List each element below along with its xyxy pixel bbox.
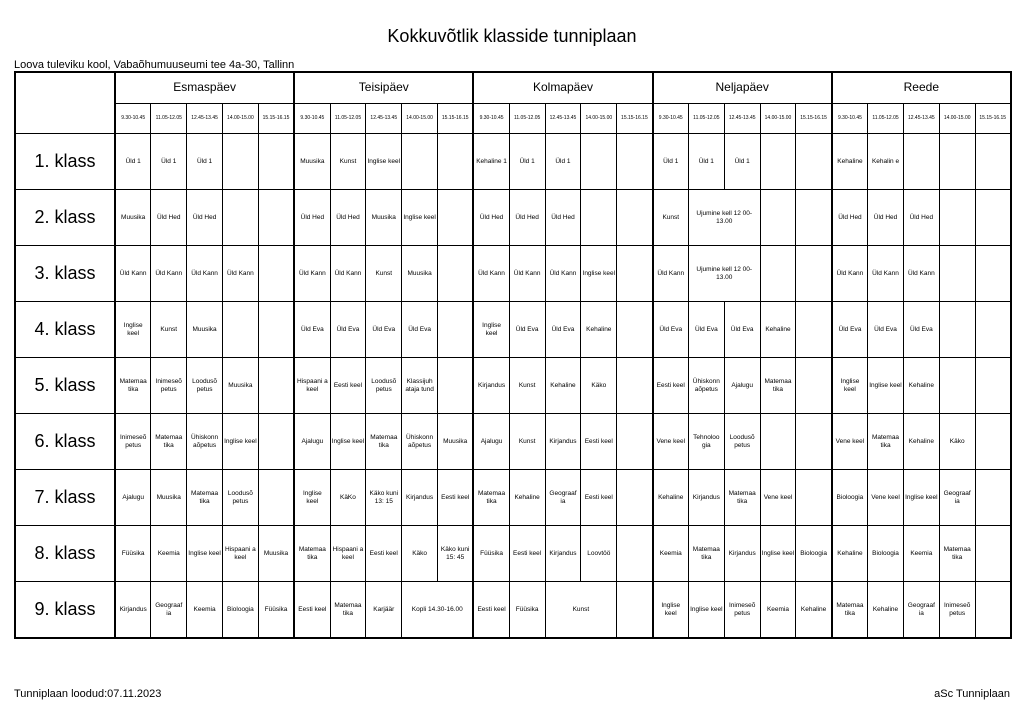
- lesson-cell: Inglise keel: [294, 470, 330, 526]
- lesson-cell: [438, 358, 474, 414]
- lesson-cell: Üld 1: [187, 134, 223, 190]
- lesson-cell: Ajalugu: [115, 470, 151, 526]
- lesson-cell: Keemia: [151, 526, 187, 582]
- lesson-cell: Füüsika: [473, 526, 509, 582]
- lesson-cell: Ühiskonn aõpetus: [688, 358, 724, 414]
- lesson-cell: Eesti keel: [366, 526, 402, 582]
- lesson-cell: Üld Eva: [868, 302, 904, 358]
- class-row: [15, 526, 1011, 582]
- time-slot-header: 9.30-10.45: [653, 104, 689, 134]
- time-slot-header: 14.00-15.00: [581, 104, 617, 134]
- lesson-cell: [617, 470, 653, 526]
- class-name: 4. klass: [15, 302, 115, 358]
- lesson-cell: Matemaa tika: [330, 582, 366, 639]
- time-slot-header: 9.30-10.45: [115, 104, 151, 134]
- lesson-cell: Kirjandus: [688, 470, 724, 526]
- lesson-cell: Inglise keel: [653, 582, 689, 639]
- lesson-cell: Loodusõ petus: [366, 358, 402, 414]
- lesson-cell: [617, 358, 653, 414]
- lesson-cell: Matemaa tika: [187, 470, 223, 526]
- lesson-cell: Inglise keel: [187, 526, 223, 582]
- time-slot-header: 15.15-16.15: [617, 104, 653, 134]
- time-slot-header: 14.00-15.00: [402, 104, 438, 134]
- lesson-cell: Füüsika: [258, 582, 294, 639]
- lesson-cell: Üld Hed: [294, 190, 330, 246]
- lesson-cell: Ühiskonn aõpetus: [187, 414, 223, 470]
- class-name: 7. klass: [15, 470, 115, 526]
- lesson-cell: Üld 1: [545, 134, 581, 190]
- lesson-cell: [617, 526, 653, 582]
- lesson-cell: [222, 134, 258, 190]
- lesson-cell: Üld 1: [653, 134, 689, 190]
- lesson-cell: Kehaline: [545, 358, 581, 414]
- lesson-cell: [438, 134, 474, 190]
- time-slot-header: 11.05-12.05: [509, 104, 545, 134]
- lesson-cell: Matemaa tika: [366, 414, 402, 470]
- lesson-cell: Vene keel: [868, 470, 904, 526]
- class-row: [15, 190, 1011, 246]
- lesson-cell: Bioloogia: [796, 526, 832, 582]
- lesson-cell: Üld 1: [688, 134, 724, 190]
- lesson-cell: [903, 134, 939, 190]
- lesson-cell: Üld Hed: [903, 190, 939, 246]
- lesson-cell: Geograaf ia: [151, 582, 187, 639]
- time-slot-header: 12.45-13.45: [724, 104, 760, 134]
- time-slot-header: 9.30-10.45: [832, 104, 868, 134]
- lesson-cell: Ujumine kell 12 00-13.00: [688, 190, 760, 246]
- lesson-cell: Hispaani a keel: [330, 526, 366, 582]
- lesson-cell: [258, 246, 294, 302]
- lesson-cell: Eesti keel: [581, 470, 617, 526]
- day-header: Esmaspäev: [115, 72, 294, 104]
- lesson-cell: Üld Eva: [688, 302, 724, 358]
- lesson-cell: Matemaa tika: [760, 358, 796, 414]
- lesson-cell: Geograaf ia: [939, 470, 975, 526]
- time-slot-header: 12.45-13.45: [545, 104, 581, 134]
- class-name: 2. klass: [15, 190, 115, 246]
- lesson-cell: [975, 470, 1011, 526]
- lesson-cell: Üld Eva: [294, 302, 330, 358]
- lesson-cell: KäKo: [330, 470, 366, 526]
- day-header: Kolmapäev: [473, 72, 652, 104]
- lesson-cell: Inglise keel: [473, 302, 509, 358]
- lesson-cell: Kehaline: [796, 582, 832, 639]
- time-slot-header: 14.00-15.00: [760, 104, 796, 134]
- lesson-cell: Vene keel: [760, 470, 796, 526]
- lesson-cell: Matemaa tika: [151, 414, 187, 470]
- class-name: 8. klass: [15, 526, 115, 582]
- time-slot-header: 14.00-15.00: [222, 104, 258, 134]
- lesson-cell: Üld Eva: [366, 302, 402, 358]
- lesson-cell: Üld Hed: [832, 190, 868, 246]
- lesson-cell: Käko kuni 15: 45: [438, 526, 474, 582]
- lesson-cell: [222, 190, 258, 246]
- lesson-cell: Eesti keel: [653, 358, 689, 414]
- lesson-cell: Kunst: [330, 134, 366, 190]
- lesson-cell: Kunst: [366, 246, 402, 302]
- lesson-cell: Vene keel: [653, 414, 689, 470]
- time-slot-header: 15.15-16.15: [258, 104, 294, 134]
- lesson-cell: [258, 470, 294, 526]
- lesson-cell: Kirjandus: [402, 470, 438, 526]
- lesson-cell: Kehaline: [903, 414, 939, 470]
- lesson-cell: [939, 246, 975, 302]
- time-slot-header: 9.30-10.45: [294, 104, 330, 134]
- lesson-cell: [581, 134, 617, 190]
- lesson-cell: Kehaline 1: [473, 134, 509, 190]
- lesson-cell: [258, 302, 294, 358]
- lesson-cell: Inglise keel: [868, 358, 904, 414]
- lesson-cell: [796, 134, 832, 190]
- lesson-cell: Bioloogia: [222, 582, 258, 639]
- time-slot-header: 14.00-15.00: [939, 104, 975, 134]
- header-corner: [15, 72, 115, 134]
- lesson-cell: Üld Eva: [402, 302, 438, 358]
- lesson-cell: Ajalugu: [294, 414, 330, 470]
- lesson-cell: Eesti keel: [581, 414, 617, 470]
- lesson-cell: [975, 358, 1011, 414]
- lesson-cell: Üld Eva: [653, 302, 689, 358]
- lesson-cell: Muusika: [294, 134, 330, 190]
- day-header: Reede: [832, 72, 1011, 104]
- lesson-cell: [975, 414, 1011, 470]
- lesson-cell: Üld Kann: [115, 246, 151, 302]
- lesson-cell: Muusika: [438, 414, 474, 470]
- lesson-cell: Kehaline: [832, 526, 868, 582]
- lesson-cell: Üld Eva: [330, 302, 366, 358]
- lesson-cell: Vene keel: [832, 414, 868, 470]
- lesson-cell: [939, 302, 975, 358]
- class-row: [15, 470, 1011, 526]
- lesson-cell: Muusika: [151, 470, 187, 526]
- lesson-cell: [617, 582, 653, 639]
- lesson-cell: Kirjandus: [545, 414, 581, 470]
- lesson-cell: Käko: [581, 358, 617, 414]
- lesson-cell: Keemia: [903, 526, 939, 582]
- lesson-cell: Loodusõ petus: [724, 414, 760, 470]
- time-slot-header: 11.05-12.05: [688, 104, 724, 134]
- lesson-cell: Eesti keel: [473, 582, 509, 639]
- school-address: Loova tuleviku kool, Vabaõhumuuseumi tee 4a-30, Tallinn: [14, 59, 295, 71]
- lesson-cell: Kunst: [151, 302, 187, 358]
- lesson-cell: Matemaa tika: [868, 414, 904, 470]
- lesson-cell: Kehaline: [581, 302, 617, 358]
- lesson-cell: [796, 470, 832, 526]
- lesson-cell: Üld Hed: [330, 190, 366, 246]
- lesson-cell: [796, 358, 832, 414]
- lesson-cell: Tehnoloo gia: [688, 414, 724, 470]
- lesson-cell: Üld Hed: [545, 190, 581, 246]
- class-row: [15, 414, 1011, 470]
- lesson-cell: Muusika: [402, 246, 438, 302]
- time-slot-header: 11.05-12.05: [151, 104, 187, 134]
- lesson-cell: [760, 134, 796, 190]
- time-slot-header: 15.15-16.15: [796, 104, 832, 134]
- lesson-cell: Inimeseõ petus: [115, 414, 151, 470]
- lesson-cell: Kehaline: [832, 134, 868, 190]
- lesson-cell: Üld Kann: [868, 246, 904, 302]
- time-slot-header: 15.15-16.15: [438, 104, 474, 134]
- lesson-cell: Inglise keel: [330, 414, 366, 470]
- lesson-cell: [939, 134, 975, 190]
- lesson-cell: Inglise keel: [402, 190, 438, 246]
- day-header: Teisipäev: [294, 72, 473, 104]
- class-name: 1. klass: [15, 134, 115, 190]
- lesson-cell: [581, 190, 617, 246]
- lesson-cell: Matemaa tika: [115, 358, 151, 414]
- lesson-cell: Muusika: [115, 190, 151, 246]
- lesson-cell: Inglise keel: [903, 470, 939, 526]
- lesson-cell: Kirjandus: [115, 582, 151, 639]
- lesson-cell: Kunst: [653, 190, 689, 246]
- lesson-cell: Ujumine kell 12 00-13.00: [688, 246, 760, 302]
- lesson-cell: Üld Eva: [832, 302, 868, 358]
- lesson-cell: Kirjandus: [473, 358, 509, 414]
- lesson-cell: Inglise keel: [366, 134, 402, 190]
- class-name: 9. klass: [15, 582, 115, 639]
- lesson-cell: Loodusõ petus: [187, 358, 223, 414]
- timetable: [14, 71, 1012, 639]
- lesson-cell: Kehaline: [760, 302, 796, 358]
- lesson-cell: [975, 582, 1011, 639]
- lesson-cell: Kehaline: [653, 470, 689, 526]
- lesson-cell: [796, 190, 832, 246]
- time-slot-header: 11.05-12.05: [330, 104, 366, 134]
- lesson-cell: Eesti keel: [509, 526, 545, 582]
- lesson-cell: Üld Eva: [509, 302, 545, 358]
- lesson-cell: Üld Kann: [832, 246, 868, 302]
- lesson-cell: Loovtöö: [581, 526, 617, 582]
- lesson-cell: Kehaline: [509, 470, 545, 526]
- lesson-cell: [438, 246, 474, 302]
- lesson-cell: [258, 190, 294, 246]
- lesson-cell: Eesti keel: [330, 358, 366, 414]
- lesson-cell: Matemaa tika: [939, 526, 975, 582]
- lesson-cell: [975, 526, 1011, 582]
- lesson-cell: Keemia: [653, 526, 689, 582]
- lesson-cell: Füüsika: [115, 526, 151, 582]
- lesson-cell: Bioloogia: [868, 526, 904, 582]
- lesson-cell: [939, 358, 975, 414]
- lesson-cell: Üld Kann: [294, 246, 330, 302]
- class-name: 6. klass: [15, 414, 115, 470]
- lesson-cell: Kehaline: [903, 358, 939, 414]
- lesson-cell: Üld Hed: [868, 190, 904, 246]
- lesson-cell: Matemaa tika: [473, 470, 509, 526]
- lesson-cell: Muusika: [187, 302, 223, 358]
- lesson-cell: [796, 246, 832, 302]
- class-row: [15, 246, 1011, 302]
- lesson-cell: Geograaf ia: [545, 470, 581, 526]
- class-name: 3. klass: [15, 246, 115, 302]
- class-row: [15, 134, 1011, 190]
- lesson-cell: Inglise keel: [760, 526, 796, 582]
- lesson-cell: Üld Kann: [151, 246, 187, 302]
- lesson-cell: Üld Hed: [509, 190, 545, 246]
- lesson-cell: Eesti keel: [294, 582, 330, 639]
- lesson-cell: Matemaa tika: [832, 582, 868, 639]
- lesson-cell: Kirjandus: [545, 526, 581, 582]
- lesson-cell: [402, 134, 438, 190]
- lesson-cell: Kunst: [509, 358, 545, 414]
- lesson-cell: [975, 302, 1011, 358]
- lesson-cell: [760, 246, 796, 302]
- class-row: [15, 358, 1011, 414]
- lesson-cell: [939, 190, 975, 246]
- lesson-cell: Üld Eva: [545, 302, 581, 358]
- lesson-cell: Üld Kann: [473, 246, 509, 302]
- lesson-cell: [975, 246, 1011, 302]
- time-slot-header: 11.05-12.05: [868, 104, 904, 134]
- lesson-cell: Karjäär: [366, 582, 402, 639]
- lesson-cell: Eesti keel: [438, 470, 474, 526]
- lesson-cell: Üld Kann: [187, 246, 223, 302]
- lesson-cell: Muusika: [222, 358, 258, 414]
- lesson-cell: [796, 414, 832, 470]
- lesson-cell: Matemaa tika: [688, 526, 724, 582]
- page-title: Kokkuvõtlik klasside tunniplaan: [387, 26, 637, 46]
- lesson-cell: [258, 414, 294, 470]
- time-slot-header: 12.45-13.45: [903, 104, 939, 134]
- lesson-cell: [222, 302, 258, 358]
- lesson-cell: Hispaani a keel: [294, 358, 330, 414]
- lesson-cell: Kehaline: [868, 582, 904, 639]
- lesson-cell: [760, 414, 796, 470]
- time-slot-header: 12.45-13.45: [187, 104, 223, 134]
- lesson-cell: Üld Kann: [330, 246, 366, 302]
- time-slot-header: 15.15-16.15: [975, 104, 1011, 134]
- time-slot-header: 9.30-10.45: [473, 104, 509, 134]
- lesson-cell: Üld Hed: [187, 190, 223, 246]
- created-date: Tunniplaan loodud:07.11.2023: [14, 688, 162, 700]
- lesson-cell: Inglise keel: [222, 414, 258, 470]
- lesson-cell: Inimeseõ petus: [151, 358, 187, 414]
- lesson-cell: Käko: [939, 414, 975, 470]
- lesson-cell: Inimeseõ petus: [724, 582, 760, 639]
- lesson-cell: Üld Kann: [545, 246, 581, 302]
- lesson-cell: Ajalugu: [473, 414, 509, 470]
- lesson-cell: [438, 302, 474, 358]
- lesson-cell: Üld Eva: [724, 302, 760, 358]
- class-row: [15, 582, 1011, 639]
- lesson-cell: Keemia: [760, 582, 796, 639]
- lesson-cell: Kunst: [509, 414, 545, 470]
- lesson-cell: [258, 134, 294, 190]
- lesson-cell: Füüsika: [509, 582, 545, 639]
- lesson-cell: Üld 1: [509, 134, 545, 190]
- lesson-cell: Inglise keel: [581, 246, 617, 302]
- software-credit: aSc Tunniplaan: [934, 688, 1010, 700]
- lesson-cell: Üld Hed: [473, 190, 509, 246]
- lesson-cell: Inglise keel: [115, 302, 151, 358]
- lesson-cell: Käko: [402, 526, 438, 582]
- lesson-cell: Üld Kann: [903, 246, 939, 302]
- lesson-cell: Kopli 14.30-16.00: [402, 582, 474, 639]
- lesson-cell: Inglise keel: [832, 358, 868, 414]
- lesson-cell: [617, 190, 653, 246]
- lesson-cell: Matemaa tika: [294, 526, 330, 582]
- lesson-cell: [975, 190, 1011, 246]
- time-slot-header: 12.45-13.45: [366, 104, 402, 134]
- lesson-cell: Ühiskonn aõpetus: [402, 414, 438, 470]
- day-header: Neljapäev: [653, 72, 832, 104]
- lesson-cell: Inglise keel: [688, 582, 724, 639]
- lesson-cell: Keemia: [187, 582, 223, 639]
- lesson-cell: Matemaa tika: [724, 470, 760, 526]
- lesson-cell: [438, 190, 474, 246]
- lesson-cell: Üld Kann: [509, 246, 545, 302]
- class-name: 5. klass: [15, 358, 115, 414]
- lesson-cell: [975, 134, 1011, 190]
- lesson-cell: [796, 302, 832, 358]
- lesson-cell: [617, 134, 653, 190]
- lesson-cell: Käko kuni 13: 15: [366, 470, 402, 526]
- lesson-cell: [258, 358, 294, 414]
- lesson-cell: Üld Kann: [653, 246, 689, 302]
- lesson-cell: Hispaani a keel: [222, 526, 258, 582]
- lesson-cell: Loodusõ petus: [222, 470, 258, 526]
- lesson-cell: Kehalin e: [868, 134, 904, 190]
- lesson-cell: [617, 246, 653, 302]
- lesson-cell: [760, 190, 796, 246]
- lesson-cell: Inimeseõ petus: [939, 582, 975, 639]
- lesson-cell: Üld 1: [115, 134, 151, 190]
- lesson-cell: Kirjandus: [724, 526, 760, 582]
- lesson-cell: Üld 1: [151, 134, 187, 190]
- lesson-cell: Muusika: [258, 526, 294, 582]
- lesson-cell: [617, 414, 653, 470]
- lesson-cell: Geograaf ia: [903, 582, 939, 639]
- lesson-cell: Üld 1: [724, 134, 760, 190]
- lesson-cell: Üld Kann: [222, 246, 258, 302]
- lesson-cell: Bioloogia: [832, 470, 868, 526]
- lesson-cell: Kunst: [545, 582, 617, 639]
- lesson-cell: Ajalugu: [724, 358, 760, 414]
- lesson-cell: Muusika: [366, 190, 402, 246]
- lesson-cell: Klassijuh ataja tund: [402, 358, 438, 414]
- lesson-cell: [617, 302, 653, 358]
- lesson-cell: Üld Eva: [903, 302, 939, 358]
- lesson-cell: Üld Hed: [151, 190, 187, 246]
- class-row: [15, 302, 1011, 358]
